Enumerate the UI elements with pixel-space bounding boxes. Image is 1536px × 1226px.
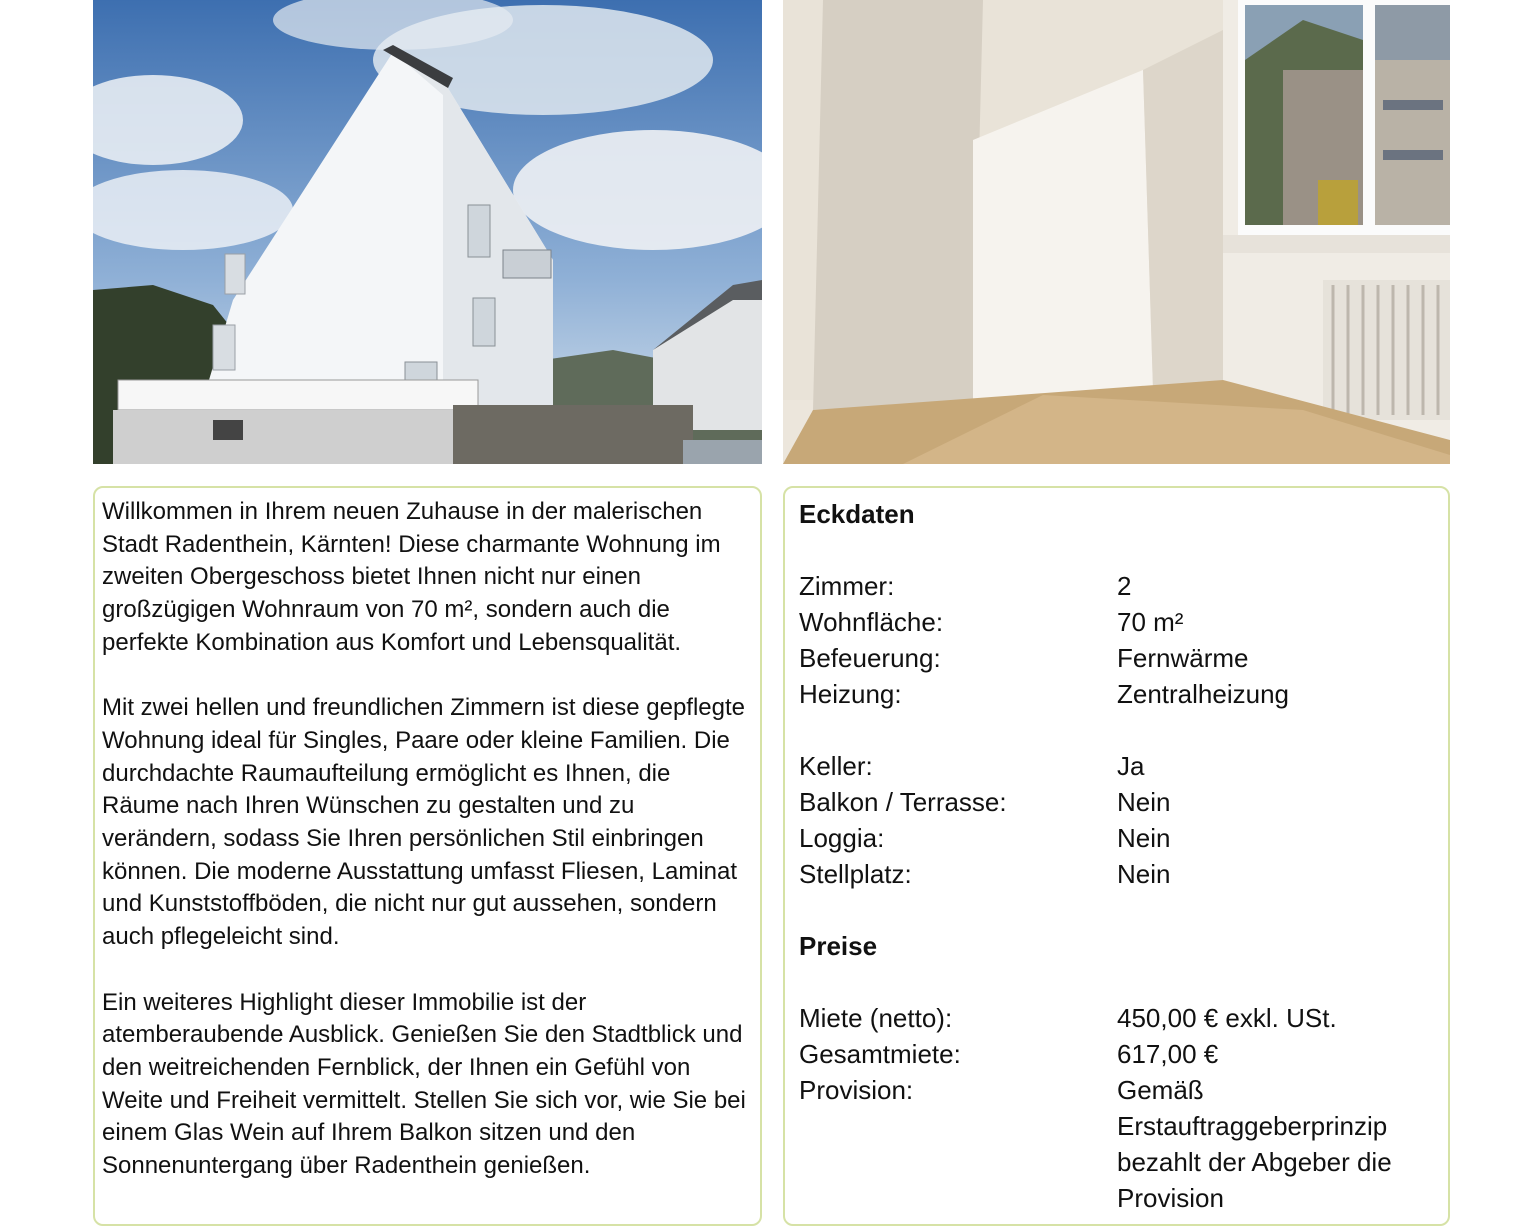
fact-row-zimmer bbox=[799, 568, 1434, 604]
description-paragraph: Ein weiteres Highlight dieser Immobilie ist der atemberaubende Ausblick. Genießen Sie den Stadtblick und den weitreichenden Fernblick, der Ihnen ein Gefühl von Weite und Freiheit vermittelt. Stellen Sie sich vor, wie Sie bei einem Glas Wein auf Ihrem Balkon sitzen und den Sonnenuntergang über Radenthein genießen. bbox=[102, 988, 746, 1180]
fact-value: 2 bbox=[1117, 571, 1132, 601]
building-exterior-photo bbox=[93, 0, 762, 464]
fact-value: 70 m² bbox=[1117, 607, 1184, 637]
price-value: Gemäß Erstauftraggeberprinzip bezahlt der Abgeber die Provision bbox=[1117, 1075, 1392, 1213]
price-label: Provision: bbox=[799, 1075, 914, 1105]
fact-value: Nein bbox=[1117, 787, 1171, 817]
fact-value: Zentralheizung bbox=[1117, 679, 1289, 709]
description-paragraph: Willkommen in Ihrem neuen Zuhause in der malerischen Stadt Radenthein, Kärnten! Diese charmante Wohnung im zweiten Obergeschoss bietet Ihnen nicht nur einen großzügigen Wohnraum von 70 m², sondern auch die perfekte Kombination aus Komfort und Lebensqualität. bbox=[102, 498, 721, 656]
price-row-gesamtmiete bbox=[799, 1036, 1434, 1072]
price-label: Gesamtmiete: bbox=[799, 1039, 961, 1069]
fact-value: Ja bbox=[1117, 751, 1145, 781]
fact-row-stellplatz bbox=[799, 856, 1434, 892]
fact-label: Zimmer: bbox=[799, 571, 895, 601]
description-panel bbox=[93, 486, 762, 1226]
fact-label: Stellplatz: bbox=[799, 859, 912, 889]
fact-label: Loggia: bbox=[799, 823, 885, 853]
price-value: 450,00 € exkl. USt. bbox=[1117, 1003, 1337, 1033]
fact-row-keller bbox=[799, 748, 1434, 784]
eckdaten-heading: Eckdaten bbox=[799, 499, 915, 529]
fact-value: Fernwärme bbox=[1117, 643, 1249, 673]
fact-label: Heizung: bbox=[799, 679, 902, 709]
fact-row-befeuerung bbox=[799, 640, 1434, 676]
fact-row-wohnflaeche bbox=[799, 604, 1434, 640]
description-paragraph: Mit zwei hellen und freundlichen Zimmern ist diese gepflegte Wohnung ideal für Singles, Paare oder kleine Familien. Die durchdachte Raumaufteilung ermöglicht es Ihnen, die Räume nach Ihren Wünschen zu gestalten und zu verändern, sodass Sie Ihren persönlichen Stil einbringen können. Die moderne Ausstattung umfasst Fliesen, Laminat und Kunststoffböden, die nicht nur gut aussehen, sondern auch pflegeleicht sind. bbox=[102, 694, 745, 951]
price-row-provision bbox=[799, 1072, 1434, 1216]
preise-heading: Preise bbox=[799, 931, 878, 961]
interior-room-photo bbox=[783, 0, 1450, 464]
fact-row-loggia bbox=[799, 820, 1434, 856]
price-row-miete bbox=[799, 1000, 1434, 1036]
fact-label: Befeuerung: bbox=[799, 643, 941, 673]
price-value: 617,00 € bbox=[1117, 1039, 1219, 1069]
fact-value: Nein bbox=[1117, 823, 1171, 853]
fact-row-balkon bbox=[799, 784, 1434, 820]
fact-label: Balkon / Terrasse: bbox=[799, 787, 1007, 817]
price-label: Miete (netto): bbox=[799, 1003, 953, 1033]
key-facts-panel bbox=[783, 486, 1450, 1226]
fact-label: Wohnfläche: bbox=[799, 607, 944, 637]
fact-value: Nein bbox=[1117, 859, 1171, 889]
fact-row-heizung bbox=[799, 676, 1434, 712]
fact-label: Keller: bbox=[799, 751, 873, 781]
